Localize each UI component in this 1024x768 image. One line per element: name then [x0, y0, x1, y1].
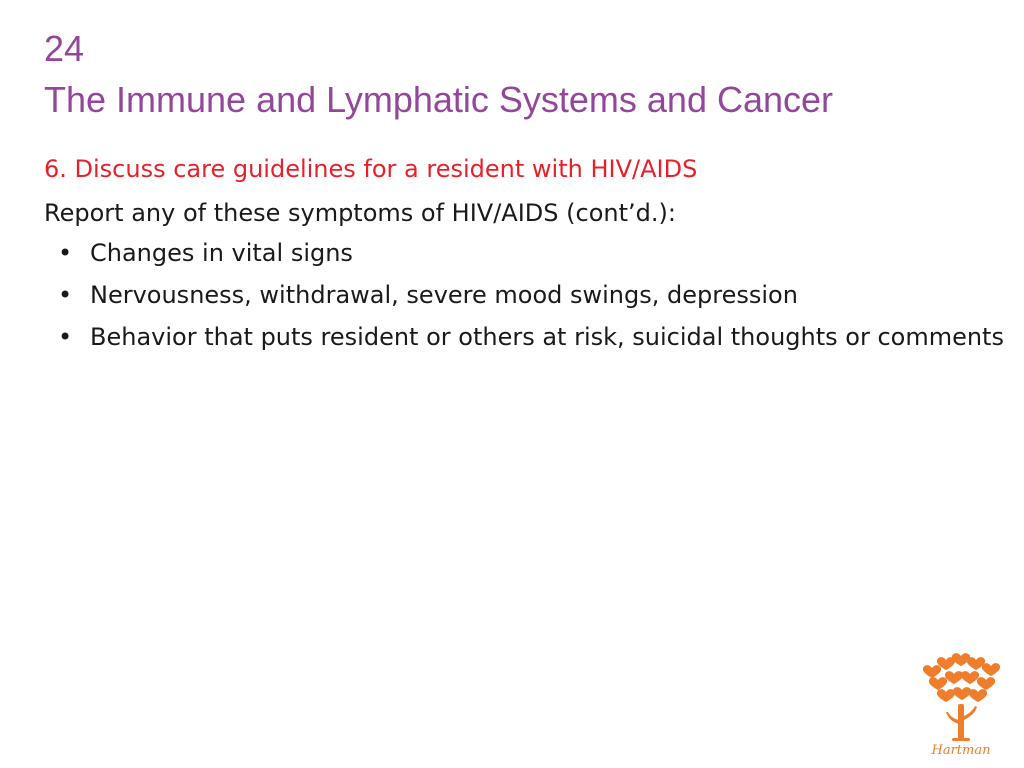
- intro-text: Report any of these symptoms of HIV/AIDS (cont’d.):: [44, 199, 676, 227]
- symptom-list: [44, 236, 1004, 362]
- list-item: [44, 278, 1004, 312]
- list-item: [44, 236, 1004, 270]
- bullet-icon: •: [58, 239, 73, 267]
- bullet-icon: •: [58, 323, 73, 351]
- hartman-logo: [916, 650, 1006, 758]
- list-item-text: Changes in vital signs: [90, 239, 353, 267]
- list-item-text: Behavior that puts resident or others at risk, suicidal thoughts or comments: [90, 323, 1004, 351]
- learning-objective: 6. Discuss care guidelines for a resident with HIV/AIDS: [44, 155, 698, 183]
- chapter-number: 24: [44, 28, 85, 69]
- hartman-wordmark: Hartman: [931, 743, 991, 758]
- list-item: [44, 320, 1004, 354]
- bullet-icon: •: [58, 281, 73, 309]
- list-item-text: Nervousness, withdrawal, severe mood swings, depression: [90, 281, 798, 309]
- chapter-title: The Immune and Lymphatic Systems and Cancer: [44, 79, 834, 120]
- heart-tree-icon: [923, 653, 1000, 741]
